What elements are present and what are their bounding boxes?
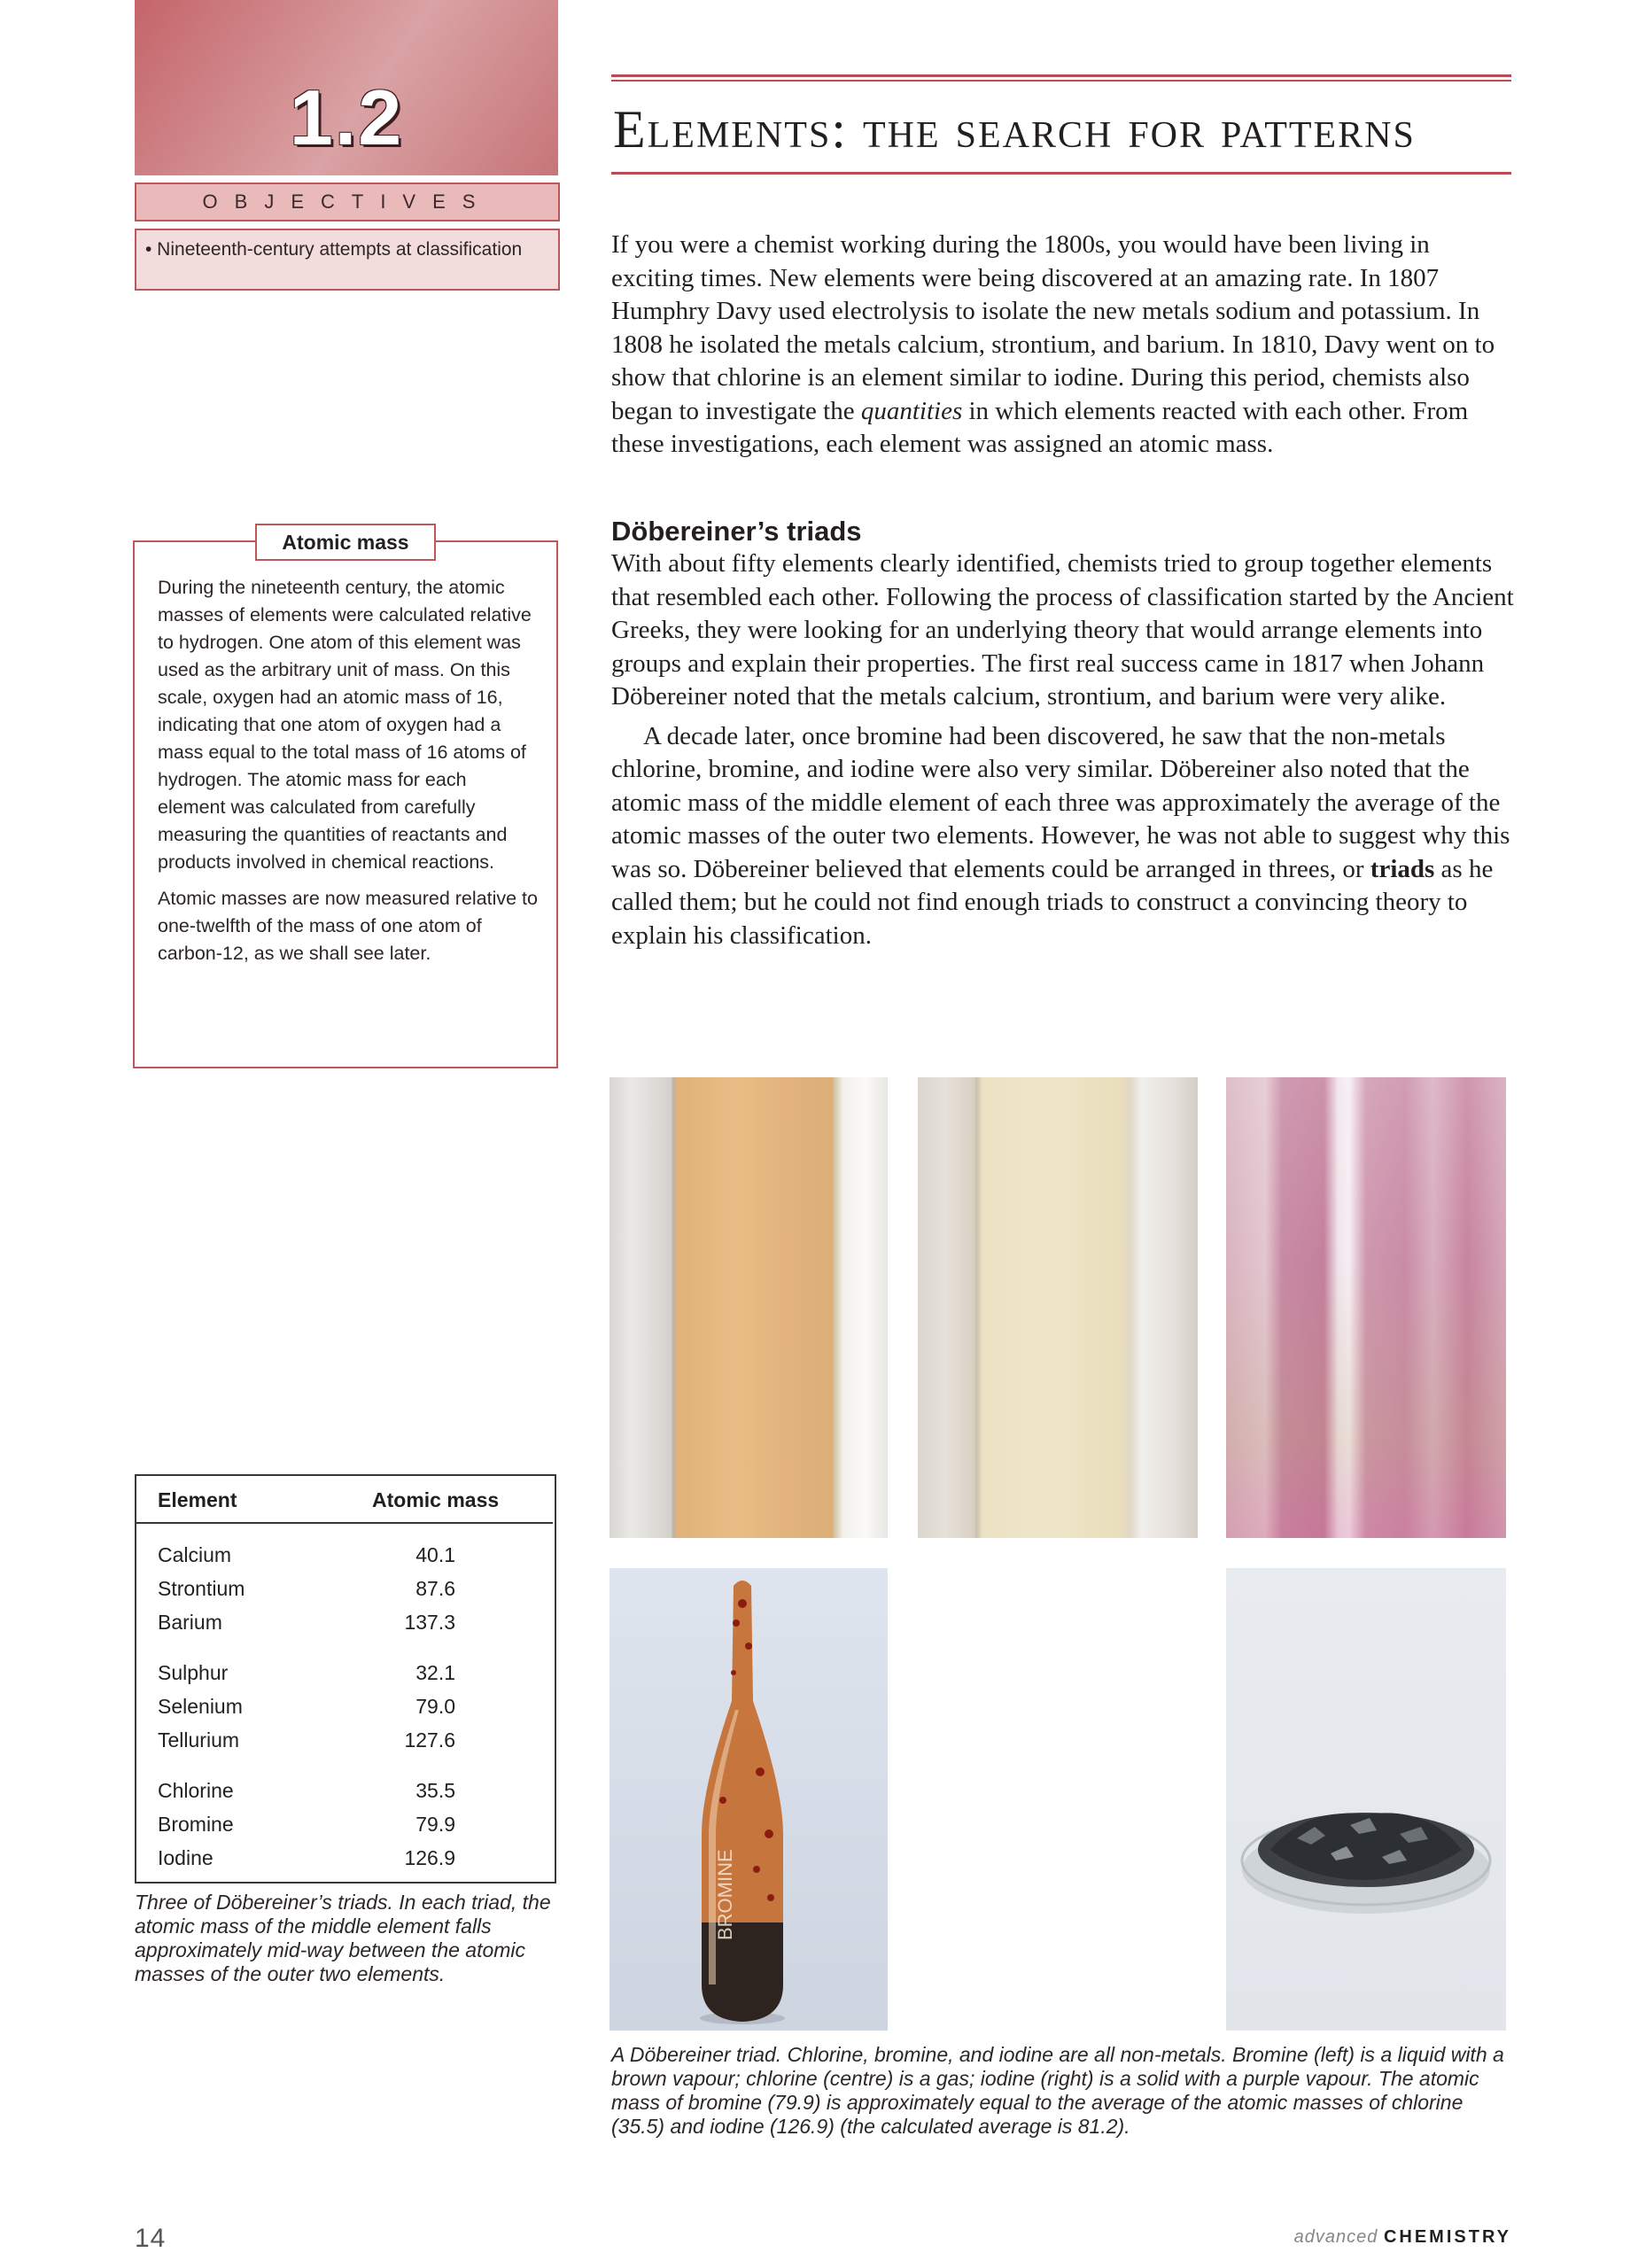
table-cell-element: Tellurium <box>158 1728 240 1751</box>
iodine-dish-illustration <box>1226 1568 1506 2031</box>
atomic-mass-paragraph-1: During the nineteenth century, the atomic masses of elements were calculated relative to hydrogen. One atom of this element was used as the arbitrary unit of mass. On this scale, oxygen had an atomic mass of 16, indicating that one atom of oxygen had a mass equal to the total mass of 16 atoms of hydrogen. The atomic mass for each element was calculated from carefully measuring the quantities of reactants and products involved in chemical reactions. <box>158 577 532 873</box>
table-cell-element: Calcium <box>158 1543 232 1566</box>
title-rule-bottom <box>611 172 1511 175</box>
table-cell-element: Strontium <box>158 1577 245 1600</box>
bromine-ampoule-photo <box>609 1568 888 2031</box>
intro-paragraph <box>611 229 1515 462</box>
triads-heading: Döbereiner’s triads <box>611 516 862 547</box>
table-header-atomic-mass: Atomic mass <box>372 1488 500 1511</box>
bromine-ampoule-illustration <box>609 1568 888 2031</box>
table-cell-mass: 32.1 <box>415 1661 455 1684</box>
triads-paragraph-2 <box>611 720 1515 953</box>
ampoule-label: BROMINE <box>714 1849 736 1940</box>
running-footer <box>1214 2227 1511 2248</box>
iodine-dish-photo <box>1226 1568 1506 2031</box>
table-cell-mass: 87.6 <box>415 1577 455 1600</box>
title-rule-top-thin <box>611 80 1511 82</box>
footer-book-prefix: advanced <box>1293 2227 1378 2247</box>
title-rule-top <box>611 74 1511 77</box>
triads-paragraph-1: With about fifty elements clearly identified, chemists tried to group together elements that resembled each other. Following the process of classification started by the Ancient Greeks, they were looking for an underlying theory that would arrange elements into groups and explain their properties. The first real success came in 1817 when Johann Döbereiner noted that the metals calcium, strontium, and barium were very alike. <box>611 549 1514 711</box>
intro-text-1: If you were a chemist working during the 1800s, you would have been living in exciting times. New elements were being discovered at an amazing rate. In 1807 Humphry Davy used electrolysis to isolate the new metals sodium and potassium. In 1808 he isolated the metals calcium, strontium, and barium. In 1810, Davy went on to show that chlorine is an element similar to iodine. During this period, chemists also began to investigate the <box>611 230 1495 425</box>
footer-book-title: CHEMISTRY <box>1383 2227 1511 2247</box>
table-cell-mass: 79.0 <box>415 1695 455 1718</box>
atomic-mass-paragraph-2: Atomic masses are now measured relative to one-twelfth of the mass of one atom of carbon-12, as we shall see later. <box>158 888 538 964</box>
triads-p2-text-1: A decade later, once bromine had been discovered, he saw that the non-metals chlorine, bromine, and iodine were also very similar. Döbereiner also noted that the atomic mass of the middle element of each three was approximately the average of the atomic masses of the outer two elements. However, he was not able to suggest why this was so. Döbereiner believed that elements could be arranged in threes, or <box>611 721 1510 883</box>
triads-body <box>611 548 1515 952</box>
chlorine-tube-photo <box>918 1077 1198 1538</box>
atomic-mass-text <box>158 574 539 976</box>
table-header-element: Element <box>158 1488 237 1511</box>
table-cell-element: Bromine <box>158 1813 234 1836</box>
intro-emphasis: quantities <box>860 396 963 425</box>
table-cell-mass: 40.1 <box>415 1543 455 1566</box>
table-cell-mass: 127.6 <box>404 1728 455 1751</box>
triads-p2-text-2: as he called them; but he could not find enough triads to construct a convincing theory to explain his classification. <box>611 854 1494 950</box>
table-cell-element: Selenium <box>158 1695 243 1718</box>
triads-keyword: triads <box>1370 854 1435 883</box>
bromine-tube-photo <box>609 1077 888 1538</box>
objectives-box <box>135 229 560 291</box>
table-cell-mass: 137.3 <box>404 1611 455 1634</box>
table-cell-element: Sulphur <box>158 1661 229 1684</box>
table-cell-element: Barium <box>158 1611 222 1634</box>
section-number: 1.2 <box>289 74 404 161</box>
atomic-mass-label: Atomic mass <box>255 524 436 561</box>
table-caption: Three of Döbereiner’s triads. In each triad, the atomic mass of the middle element falls approximately mid-way between the atomic masses of the outer two elements. <box>135 1891 551 1985</box>
page-title: Elements: the search for patterns <box>613 100 1416 159</box>
objective-item: • Nineteenth-century attempts at classification <box>145 239 523 260</box>
table-cell-mass: 35.5 <box>415 1779 455 1802</box>
table-cell-element: Iodine <box>158 1846 214 1869</box>
table-cell-mass: 126.9 <box>404 1846 455 1869</box>
iodine-tube-photo <box>1226 1077 1506 1538</box>
table-cell-mass: 79.9 <box>415 1813 455 1836</box>
photo-caption: A Döbereiner triad. Chlorine, bromine, and iodine are all non-metals. Bromine (left) is a liquid with a brown vapour; chlorine (centre) is a gas; iodine (right) is a solid with a purple vapour. The atomic mass of bromine (79.9) is approximately equal to the average of the atomic masses of chlorine (35.5) and iodine (126.9) (the calculated average is 81.2). <box>611 2043 1504 2138</box>
objectives-label: OBJECTIVES <box>135 183 560 221</box>
table-cell-element: Chlorine <box>158 1779 234 1802</box>
intro-text-2: in which elements reacted with each other. From these investigations, each element was assigned an atomic mass. <box>611 396 1469 458</box>
page-number: 14 <box>135 2224 167 2253</box>
